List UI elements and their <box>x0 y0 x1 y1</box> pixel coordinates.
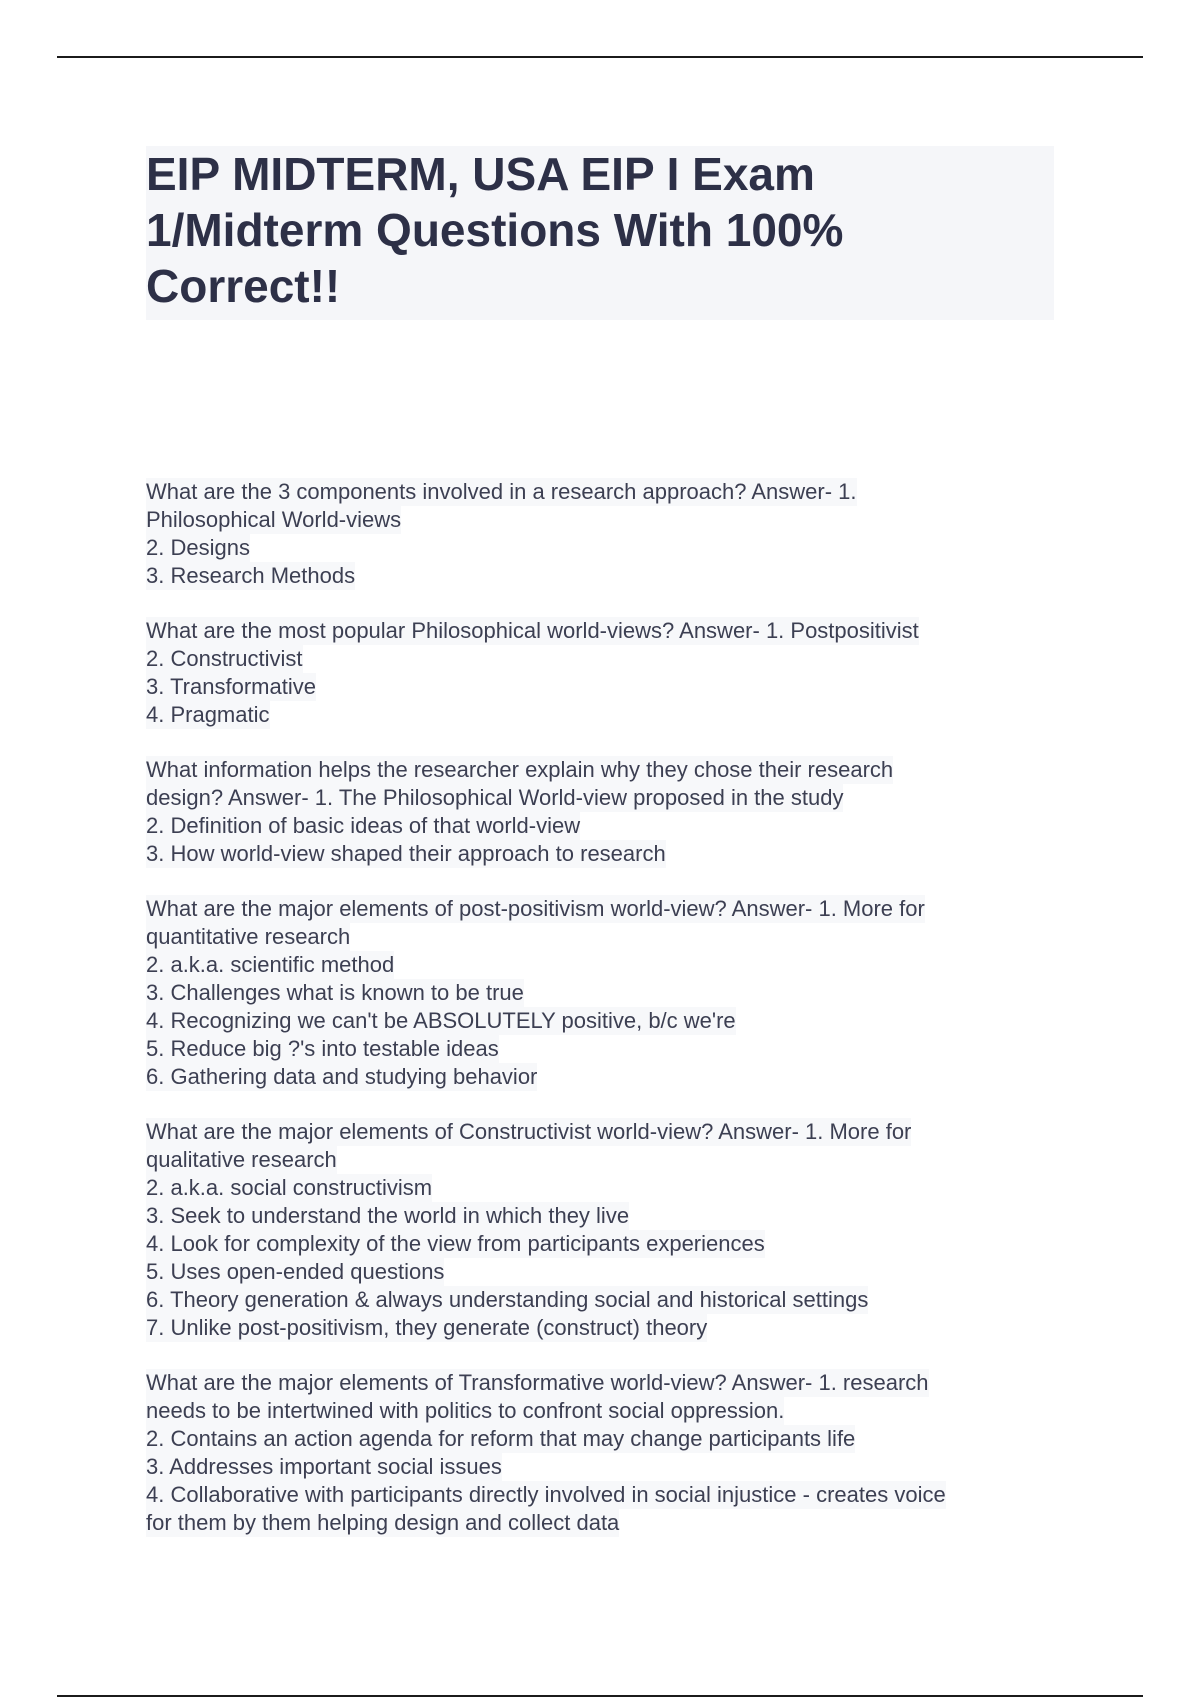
qa-line: 4. Recognizing we can't be ABSOLUTELY positive, b/c we're <box>146 1008 736 1033</box>
qa-line: What are the major elements of post-positivism world-view? Answer- 1. More for <box>146 896 925 921</box>
qa-line: 4. Collaborative with participants directly involved in social injustice - creates voice <box>146 1482 946 1507</box>
qa-line: 2. Definition of basic ideas of that world-view <box>146 813 581 838</box>
bottom-divider <box>57 1695 1143 1697</box>
qa-line: What are the major elements of Transformative world-view? Answer- 1. research <box>146 1370 929 1395</box>
qa-line: needs to be intertwined with politics to confront social oppression. <box>146 1398 785 1423</box>
qa-line: design? Answer- 1. The Philosophical World-view proposed in the study <box>146 785 844 810</box>
qa-line: 3. Challenges what is known to be true <box>146 980 524 1005</box>
qa-line: What are the 3 components involved in a research approach? Answer- 1. <box>146 479 857 504</box>
qa-line: 2. a.k.a. social constructivism <box>146 1175 433 1200</box>
qa-item <box>146 617 1066 729</box>
qa-item <box>146 478 1066 590</box>
qa-line: 3. Seek to understand the world in which they live <box>146 1203 630 1228</box>
qa-list <box>146 478 1066 1564</box>
qa-line: What are the major elements of Constructivist world-view? Answer- 1. More for <box>146 1119 912 1144</box>
qa-line: 2. Contains an action agenda for reform that may change participants life <box>146 1426 856 1451</box>
qa-line: 3. How world-view shaped their approach to research <box>146 841 666 866</box>
qa-item <box>146 1369 1066 1537</box>
title-block <box>146 146 1054 320</box>
top-divider <box>57 56 1143 58</box>
qa-line: 5. Reduce big ?'s into testable ideas <box>146 1036 499 1061</box>
qa-line: 6. Theory generation & always understanding social and historical settings <box>146 1287 869 1312</box>
qa-line: Philosophical World-views <box>146 507 402 532</box>
qa-item <box>146 756 1066 868</box>
qa-line: 4. Pragmatic <box>146 702 270 727</box>
qa-line: What are the most popular Philosophical world-views? Answer- 1. Postpositivist <box>146 618 919 643</box>
qa-line: What information helps the researcher explain why they chose their research <box>146 757 894 782</box>
qa-line: quantitative research <box>146 924 351 949</box>
qa-line: 2. a.k.a. scientific method <box>146 952 395 977</box>
qa-line: 6. Gathering data and studying behavior <box>146 1064 538 1089</box>
qa-item <box>146 1118 1066 1342</box>
document-title: EIP MIDTERM, USA EIP I Exam 1/Midterm Questions With 100% Correct!! <box>146 148 844 312</box>
qa-line: qualitative research <box>146 1147 337 1172</box>
qa-line: 3. Transformative <box>146 674 316 699</box>
qa-line: 3. Research Methods <box>146 563 356 588</box>
qa-line: 2. Designs <box>146 535 250 560</box>
qa-line: 3. Addresses important social issues <box>146 1454 502 1479</box>
qa-line: 4. Look for complexity of the view from participants experiences <box>146 1231 765 1256</box>
qa-line: 5. Uses open-ended questions <box>146 1259 445 1284</box>
qa-line: 7. Unlike post-positivism, they generate (construct) theory <box>146 1315 708 1340</box>
qa-line: for them by them helping design and collect data <box>146 1510 620 1535</box>
qa-item <box>146 895 1066 1091</box>
qa-line: 2. Constructivist <box>146 646 303 671</box>
